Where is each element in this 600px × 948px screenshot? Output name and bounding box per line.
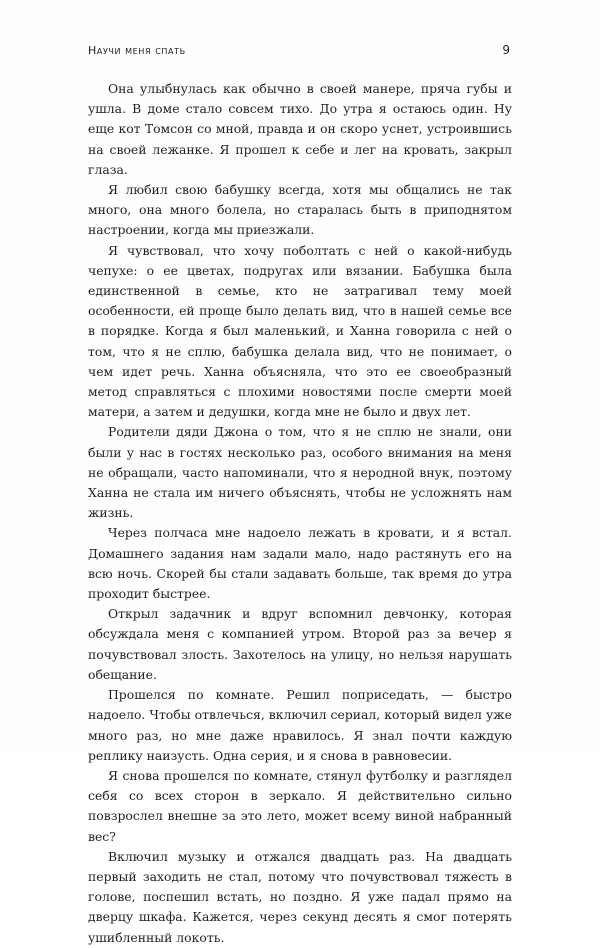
paragraph: Я снова прошелся по комнате, стянул футболку и разглядел себя со всех сторон в зеркало. Я действительно сильно повзрослел внешне за это лето, может всему виной набранный вес? (88, 767, 512, 844)
paragraph: Открыл задачник и вдруг вспомнил девчонку, которая обсуждала меня с компанией утром. Второй раз за вечер я почувствовал злость. Захотелось на улицу, но нельзя нарушать обещание. (88, 606, 512, 682)
running-head: Научи меня спать (88, 44, 186, 57)
paragraph: Через полчаса мне надоело лежать в кровати, и я встал. Домашнего задания нам задали мало, надо растянуть его на всю ночь. Скорей бы стали задавать больше, так время до утра проходит быстрее. (88, 525, 512, 602)
body-text (88, 79, 512, 948)
paragraph: Я чувствовал, что хочу поболтать с ней о какой-нибудь чепухе: о ее цветах, подругах или вязании. Бабушка была единственной в семье, кто не затрагивал тему моей особенности, ей проще было делать вид, что в нашей семье все в порядке. Когда я был маленький, и Ханна говорила с ней о том, что я не сплю, бабушка делала вид, что не понимает, о чем идет речь. Ханна объясняла, что это ее своеобразный метод справляться с плохими новостями после смерти моей матери, а затем и дедушки, когда мне не было и двух лет. (88, 242, 512, 420)
paragraph: Включил музыку и отжался двадцать раз. На двадцать первый заходить не стал, потому что почувствовал тяжесть в голове, поспешил встать, но поздно. Я уже падал прямо на дверцу шкафа. Кажется, через секунд десять я смог потерять ушибленный локоть. (88, 848, 512, 945)
paragraph: Я любил свою бабушку всегда, хотя мы общались не так много, она много болела, но старалась быть в приподнятом настроении, когда мы приезжали. (88, 182, 512, 238)
paragraph: Родители дяди Джона о том, что я не сплю не знали, они были у нас в гостях несколько раз, особого внимания на меня не обращали, часто напоминали, что я неродной внук, поэтому Ханна не стала им ничего объяснять, чтобы не усложнять нам жизнь. (88, 424, 512, 521)
paragraph: Прошелся по комнате. Решил поприседать, — быстро надоело. Чтобы отвлечься, включил сериал, который видел уже много раз, но мне даже нравилось. Я знал почти каждую реплику наизусть. Одна серия, и я снова в равновесии. (88, 687, 512, 763)
page-number: 9 (502, 43, 510, 57)
paragraph: Она улыбнулась как обычно в своей манере, пряча губы и ушла. В доме стало совсем тихо. До утра я остаюсь один. Ну еще кот Томсон со мной, правда и он скоро уснет, устроившись на своей лежанке. Я прошел к себе и лег на кровать, закрыл глаза. (88, 81, 512, 177)
